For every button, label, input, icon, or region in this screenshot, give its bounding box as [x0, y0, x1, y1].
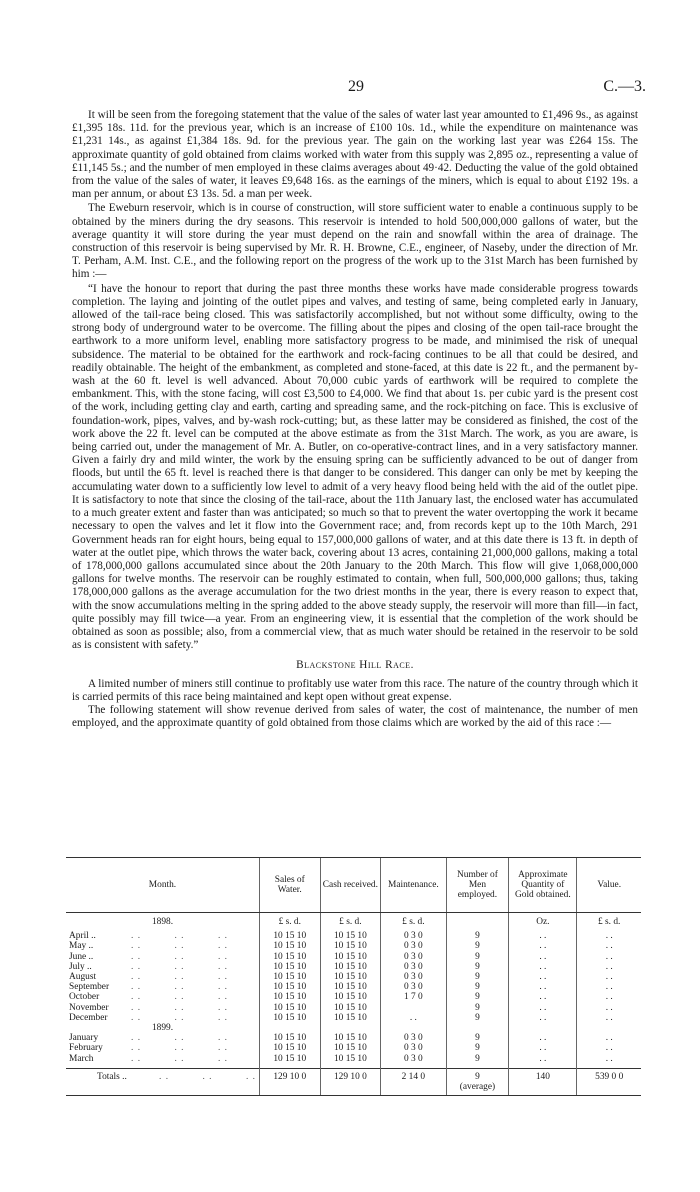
leader-dots: . . . . . .	[131, 992, 228, 1003]
sales-cell: 10 15 10	[259, 1033, 320, 1043]
month-cell	[66, 1043, 259, 1053]
totals-row	[66, 1068, 641, 1095]
leader-dots: . . . . . .	[131, 1053, 228, 1064]
month-name: April ..	[69, 931, 96, 942]
sales-cell: 10 15 10	[259, 1003, 320, 1013]
month-cell	[66, 972, 259, 982]
paragraph: It will be seen from the foregoing statement that the value of the sales of water last year amounted to £1,496 9s., as against £1,395 18s. 11d. for the previous year, which is an increase of £100 10s. 1d., while the expenditure on maintenance was £1,231 14s., as against £1,384 18s. 9d. for the previous year. The gain on the working last year was £264 15s. The approximate quantity of gold obtained from claims worked with water from this supply was 2,895 oz., representing a value of £11,145 5s.; and the number of men employed in these claims averages about 49·42. Deducting the value of the gold obtained from the value of the sales of water, it leaves £9,648 16s. as the earnings of the miners, which is equal to about £192 19s. a man per annum, or about £3 13s. 5d. a man per week.	[72, 109, 638, 201]
sales-cell: 10 15 10	[259, 941, 320, 951]
value-cell: . .	[577, 931, 641, 941]
men-cell: 9	[446, 1013, 509, 1023]
table-row	[66, 1054, 641, 1064]
month-cell	[66, 962, 259, 972]
value-cell: . .	[577, 972, 641, 982]
leader-dots: . . . . . .	[131, 941, 228, 952]
unit-label: £ s. d.	[577, 917, 641, 927]
year-label: 1899.	[151, 1023, 174, 1034]
table-row	[66, 992, 641, 1002]
col-header-sales: Sales of Water.	[259, 858, 320, 913]
totals-men-note: (average)	[459, 1082, 496, 1093]
maintenance-cell: . .	[381, 1013, 446, 1023]
men-cell: 9	[446, 962, 509, 972]
value-cell: . .	[577, 962, 641, 972]
month-name: June ..	[69, 951, 94, 962]
maintenance-cell: 0 3 0	[381, 952, 446, 962]
table-row	[66, 1033, 641, 1043]
paragraph: “I have the honour to report that during the past three months these works have made considerable progress towards completion. The laying and jointing of the outlet pipes and valves, and testing of same, being completed early in January, allowed of the tail-race being closed. This was satisfactorily accomplished, but not without some difficulty, owing to the strong body of underground water to be overcome. The filling about the pipes and closing of the open tail-race brought the earthwork to a more uniform level, enabling more satisfactory progress to be made, and minimised the risk of unequal subsidence. The material to be obtained for the earthwork and rock-facing continues to be all that could be desired, and readily obtainable. The height of the embankment, as completed and stone-faced, at this date is 22 ft., and the permanent by-wash at the 60 ft. level is well advanced. About 70,000 cubic yards of earthwork will be required to complete the embankment. This, with the stone facing, will cost £3,500 to £4,000. We find that about 1s. per cubic yard is the present cost of the work, including getting clay and earth, carting and spreading same, and the rock-pitching on face. This is exclusive of foundation-work, pipes, valves, and by-wash rock-cutting; but, as these latter may be considered as finished, the cost of the work above the 22 ft. level can be computed at the above estimate as from the 31st March. The work, as you are aware, is being carried out, under the management of Mr. A. Butler, on co-operative-contract lines, and in a very satisfactory manner. Given a fairly dry and mild winter, the work by the ensuing spring can be sufficiently advanced to be out of danger from floods, but until the 65 ft. level is reached there is that danger to be considered. This danger can only be met by keeping the accumulating water down to a sufficiently low level to admit of a very heavy flood being held with the aid of the outlet pipe. It is satisfactory to note that since the closing of the tail-race, about the 11th January last, the enclosed water has accumulated to a much greater extent and faster than was anticipated; so much so that to prevent the water overtopping the work it became necessary to open the valves and let it flow into the Government race; and, from records kept up to the 10th March, 291 Government heads ran for eight hours, being equal to 157,000,000 gallons of water, and at this date there is 13 ft. in depth of water at the outlet pipe, which throws the water back, covering about 13 acres, containing 21,000,000 gallons, making a total of 178,000,000 gallons accumulated since about the 20th January to the 20th March. This flow will give 1,068,000,000 gallons for twelve months. The reservoir can be roughly estimated to contain, when full, 500,000,000 gallons; thus, taking 178,000,000 gallons as the average accumulation for the two driest months in the year, there is every reason to expect that, with the snow accumulations melting in the spring added to the above steady supply, the reservoir will more than fill—in fact, quite possibly may fill twice—a year. From an engineering view, it is essential that the completion of the work should be obtained as soon as possible; also, from a commercial view, that as much water should be retained in the reservoir to be sold as is consistent with safety.”	[72, 282, 638, 652]
report-body	[72, 109, 638, 730]
totals-sales: 129 10 0	[259, 1068, 320, 1095]
col-header-maintenance: Maintenance.	[381, 858, 446, 913]
leader-dots: . . . . . .	[159, 1071, 256, 1082]
leader-dots: . . . . . .	[131, 1043, 228, 1054]
leader-dots: . . . . . .	[131, 951, 228, 962]
gold-cell: . .	[509, 992, 577, 1002]
year-label: 1898.	[151, 917, 174, 927]
totals-men-cell	[446, 1068, 509, 1095]
men-cell: 9	[446, 972, 509, 982]
value-cell: . .	[577, 1043, 641, 1053]
sales-cell: 10 15 10	[259, 931, 320, 941]
totals-men: 9	[475, 1071, 480, 1082]
cash-cell: 10 15 10	[320, 972, 381, 982]
cash-cell: 10 15 10	[320, 952, 381, 962]
cash-cell: 10 15 10	[320, 962, 381, 972]
sales-cell: 10 15 10	[259, 1013, 320, 1023]
unit-label: £ s. d.	[381, 917, 446, 927]
value-cell: . .	[577, 1003, 641, 1013]
water-sales-table	[66, 857, 641, 1096]
month-cell	[66, 982, 259, 992]
men-cell: 9	[446, 931, 509, 941]
page-header	[0, 78, 700, 98]
month-name: September	[69, 982, 110, 993]
totals-maintenance: 2 14 0	[381, 1068, 446, 1095]
gold-cell: . .	[509, 1043, 577, 1053]
table-row	[66, 962, 641, 972]
men-cell: 9	[446, 1003, 509, 1013]
table-header-row	[66, 858, 641, 913]
leader-dots: . . . . . .	[131, 972, 228, 983]
leader-dots: . . . . . .	[131, 1033, 228, 1044]
table-row	[66, 952, 641, 962]
men-cell: 9	[446, 992, 509, 1002]
totals-gold: 140	[509, 1068, 577, 1095]
men-cell: 9	[446, 941, 509, 951]
maintenance-cell	[381, 1003, 446, 1013]
table-row	[66, 972, 641, 982]
gold-cell: . .	[509, 941, 577, 951]
value-cell: . .	[577, 982, 641, 992]
page-number: 29	[348, 78, 364, 95]
col-header-gold: Approximate Quantity of Gold obtained.	[509, 858, 577, 913]
leader-dots: . . . . . .	[131, 961, 228, 972]
cash-cell: 10 15 10	[320, 992, 381, 1002]
sales-cell: 10 15 10	[259, 972, 320, 982]
maintenance-cell: 1 7 0	[381, 992, 446, 1002]
month-cell	[66, 1013, 259, 1023]
sales-cell: 10 15 10	[259, 1054, 320, 1064]
cash-cell: 10 15 10	[320, 1033, 381, 1043]
year-row	[66, 1023, 641, 1033]
month-cell	[66, 1033, 259, 1043]
col-header-month: Month.	[66, 858, 259, 913]
leader-dots: . . . . . .	[131, 1002, 228, 1013]
maintenance-cell: 0 3 0	[381, 1043, 446, 1053]
cash-cell: 10 15 10	[320, 941, 381, 951]
col-header-men: Number of Men employed.	[446, 858, 509, 913]
month-cell	[66, 952, 259, 962]
gold-cell: . .	[509, 952, 577, 962]
value-cell: . .	[577, 992, 641, 1002]
table-row	[66, 931, 641, 941]
col-header-value: Value.	[577, 858, 641, 913]
men-cell: 9	[446, 1033, 509, 1043]
gold-cell: . .	[509, 1003, 577, 1013]
month-cell	[66, 941, 259, 951]
year-row	[66, 917, 641, 927]
month-name: May ..	[69, 941, 94, 952]
paragraph: A limited number of miners still continue to profitably use water from this race. The nature of the country through which it is carried permits of this race being maintained and kept open without great expense.	[72, 677, 638, 703]
men-cell: 9	[446, 952, 509, 962]
month-name: October	[69, 992, 100, 1003]
month-cell	[66, 992, 259, 1002]
month-name: July ..	[69, 961, 92, 972]
unit-label: £ s. d.	[320, 917, 381, 927]
maintenance-cell: 0 3 0	[381, 931, 446, 941]
table-row	[66, 1003, 641, 1013]
sales-cell: 10 15 10	[259, 962, 320, 972]
maintenance-cell: 0 3 0	[381, 1033, 446, 1043]
maintenance-cell: 0 3 0	[381, 982, 446, 992]
cash-cell: 10 15 10	[320, 1054, 381, 1064]
value-cell: . .	[577, 941, 641, 951]
maintenance-cell: 0 3 0	[381, 972, 446, 982]
totals-value: 539 0 0	[577, 1068, 641, 1095]
gold-cell: . .	[509, 1033, 577, 1043]
gold-cell: . .	[509, 1054, 577, 1064]
totals-label: Totals ..	[97, 1071, 127, 1082]
sales-cell: 10 15 10	[259, 992, 320, 1002]
gold-cell: . .	[509, 931, 577, 941]
cash-cell: 10 15 10	[320, 982, 381, 992]
value-cell: . .	[577, 952, 641, 962]
gold-cell: . .	[509, 962, 577, 972]
maintenance-cell: 0 3 0	[381, 1054, 446, 1064]
cash-cell: 10 15 10	[320, 1013, 381, 1023]
leader-dots: . . . . . .	[131, 931, 228, 942]
table-row	[66, 941, 641, 951]
cash-cell: 10 15 10	[320, 1043, 381, 1053]
section-title: Blackstone Hill Race.	[296, 659, 414, 672]
sales-cell: 10 15 10	[259, 952, 320, 962]
unit-label: £ s. d.	[259, 917, 320, 927]
gold-cell: . .	[509, 1013, 577, 1023]
table-row	[66, 1043, 641, 1053]
month-name: December	[69, 1012, 108, 1023]
month-name: January	[69, 1033, 99, 1044]
paragraph: The Eweburn reservoir, which is in course of construction, will store sufficient water to enable a continuous supply to be obtained by the miners during the dry seasons. This reservoir is intended to hold 500,000,000 gallons of water, but the average quantity it will store during the year must depend on the rain and snowfall within the area of drainage. The construction of this reservoir is being supervised by Mr. R. H. Browne, C.E., engineer, of Naseby, under the direction of Mr. T. Perham, A.M. Inst. C.E., and the following report on the progress of the work up to the 31st March has been furnished by him :—	[72, 202, 638, 281]
cash-cell: 10 15 10	[320, 1003, 381, 1013]
month-name: August	[69, 972, 97, 983]
totals-cash: 129 10 0	[320, 1068, 381, 1095]
men-cell: 9	[446, 1054, 509, 1064]
table-row	[66, 982, 641, 992]
sales-cell: 10 15 10	[259, 1043, 320, 1053]
col-header-cash: Cash received.	[320, 858, 381, 913]
month-name: March	[69, 1053, 94, 1064]
month-cell	[66, 1054, 259, 1064]
gold-cell: . .	[509, 982, 577, 992]
maintenance-cell: 0 3 0	[381, 941, 446, 951]
paragraph: The following statement will show revenue derived from sales of water, the cost of maintenance, the number of men employed, and the approximate quantity of gold obtained from those claims which are worked by the aid of this race :—	[72, 703, 638, 730]
month-cell	[66, 1003, 259, 1013]
month-cell	[66, 931, 259, 941]
sales-cell: 10 15 10	[259, 982, 320, 992]
value-cell: . .	[577, 1013, 641, 1023]
cash-cell: 10 15 10	[320, 931, 381, 941]
value-cell: . .	[577, 1054, 641, 1064]
men-cell: 9	[446, 1043, 509, 1053]
document-reference: C.—3.	[603, 78, 646, 95]
month-name: February	[69, 1043, 103, 1054]
maintenance-cell: 0 3 0	[381, 962, 446, 972]
leader-dots: . . . . . .	[131, 982, 228, 993]
table-row	[66, 1013, 641, 1023]
value-cell: . .	[577, 1033, 641, 1043]
totals-label-cell	[66, 1068, 259, 1095]
leader-dots: . . . . . .	[131, 1012, 228, 1023]
month-name: November	[69, 1002, 109, 1013]
unit-label: Oz.	[509, 917, 577, 927]
gold-cell: . .	[509, 972, 577, 982]
men-cell: 9	[446, 982, 509, 992]
